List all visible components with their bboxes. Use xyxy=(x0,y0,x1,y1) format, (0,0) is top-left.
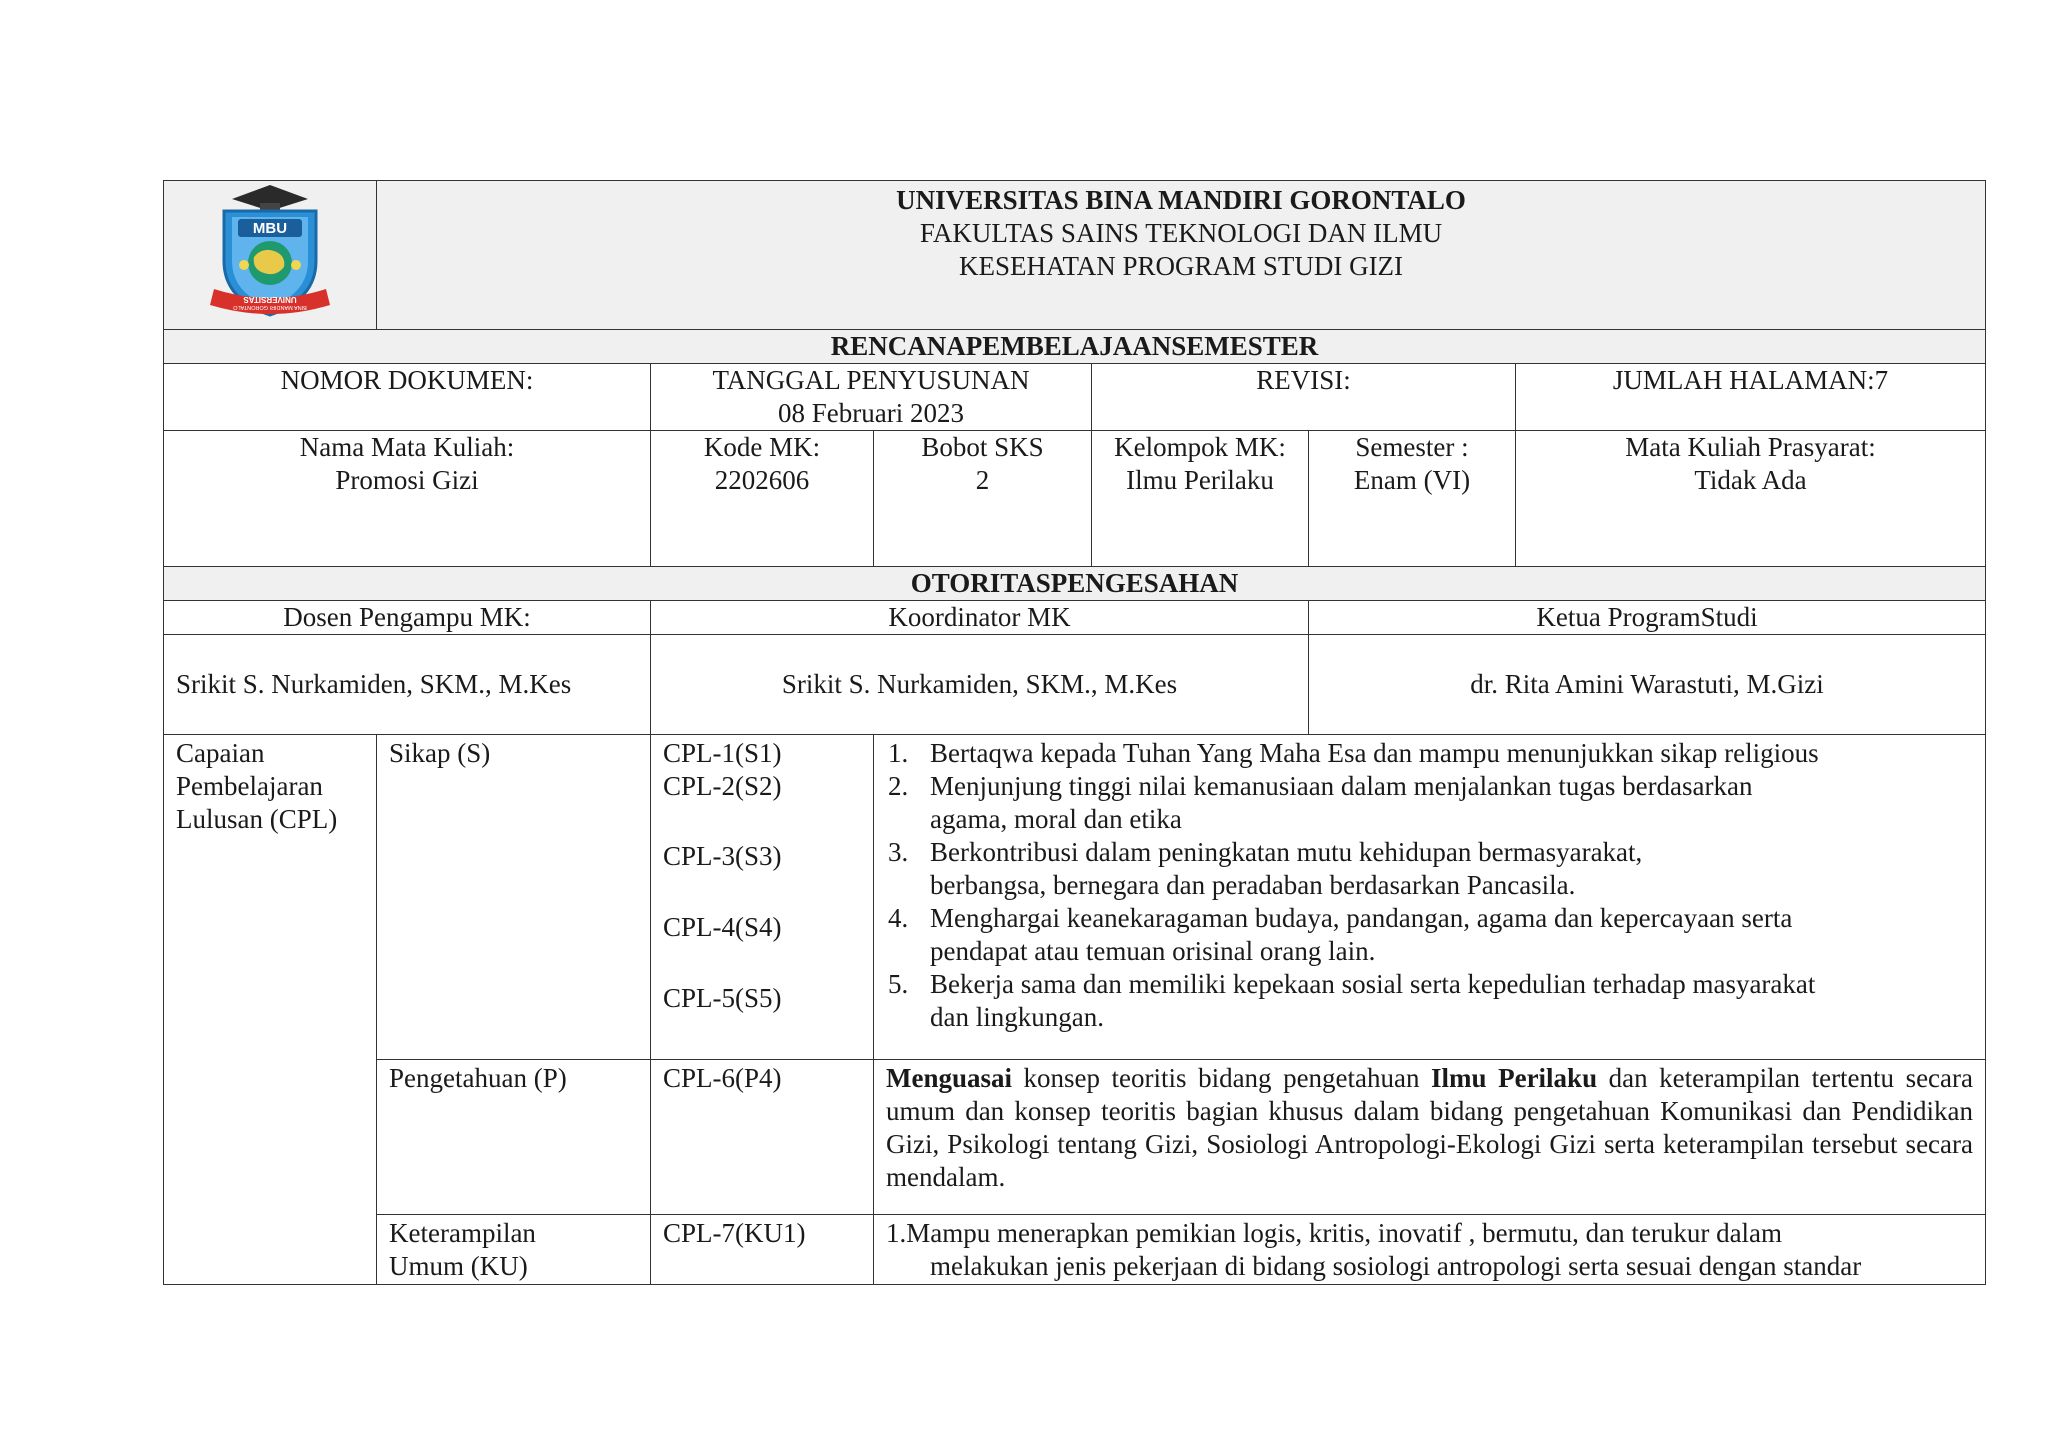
cpl-code: CPL-3(S3) xyxy=(663,841,782,871)
cpl-code: CPL-5(S5) xyxy=(663,983,782,1013)
logo-ribbon-subtext: BINA MANDIRI GORONTALO xyxy=(233,304,307,310)
prasyarat-label: Mata Kuliah Prasyarat: xyxy=(1625,432,1876,462)
kelompok-mk-label: Kelompok MK: xyxy=(1114,432,1286,462)
authority-labels-row xyxy=(164,601,1986,635)
dosen-label: Dosen Pengampu MK: xyxy=(164,601,651,635)
cpl-code: CPL-4(S4) xyxy=(663,912,782,942)
cpl-label-line3: Lulusan (CPL) xyxy=(176,804,338,834)
sikap-item: 4. Menghargai keanekaragaman budaya, pandangan, agama dan kepercayaan serta pendapat atau temuan orisinal orang lain. xyxy=(888,903,1793,966)
authority-title: OTORITASPENGESAHAN xyxy=(164,567,1986,601)
keterampilan-label-cell xyxy=(377,1215,651,1285)
nomor-dokumen-label: NOMOR DOKUMEN: xyxy=(164,364,651,431)
cpl-label-line2: Pembelajaran xyxy=(176,771,323,801)
cpl-sikap-row xyxy=(164,735,1986,1060)
semester-cell xyxy=(1309,431,1516,567)
header-row xyxy=(164,181,1986,330)
sikap-item: 1. Bertaqwa kepada Tuhan Yang Maha Esa dan mampu menunjukkan sikap religious xyxy=(888,738,1819,768)
university-logo xyxy=(200,181,340,321)
pengetahuan-label: Pengetahuan (P) xyxy=(377,1060,651,1215)
dosen-name: Srikit S. Nurkamiden, SKM., M.Kes xyxy=(164,635,651,735)
bobot-sks-value: 2 xyxy=(975,465,990,495)
cpl-code: CPL-2(S2) xyxy=(663,771,782,801)
sikap-codes-cell xyxy=(651,735,874,1060)
bobot-sks-cell xyxy=(874,431,1092,567)
kelompok-mk-cell xyxy=(1092,431,1309,567)
cpl-pengetahuan-row xyxy=(164,1060,1986,1215)
logo-cell xyxy=(164,181,377,330)
logo-ribbon-text: UNIVERSITAS xyxy=(243,295,297,304)
kode-mk-label: Kode MK: xyxy=(703,432,821,462)
pengetahuan-code: CPL-6(P4) xyxy=(651,1060,874,1215)
keterampilan-line2: melakukan jenis pekerjaan di bidang sosiologi antropologi serta sesuai dengan standar xyxy=(930,1251,1862,1281)
sikap-item: 2. Menjunjung tinggi nilai kemanusiaan dalam menjalankan tugas berdasarkan agama, moral dan etika xyxy=(888,771,1753,834)
bobot-sks-label: Bobot SKS xyxy=(921,432,1044,462)
semester-value: Enam (VI) xyxy=(1353,465,1471,495)
kelompok-mk-value: Ilmu Perilaku xyxy=(1126,465,1274,495)
rps-table xyxy=(163,180,1986,1285)
sikap-label: Sikap (S) xyxy=(377,735,651,1060)
semester-label: Semester : xyxy=(1355,432,1469,462)
keterampilan-label-line1: Keterampilan xyxy=(389,1218,536,1248)
course-info-row xyxy=(164,431,1986,567)
koordinator-label: Koordinator MK xyxy=(651,601,1309,635)
sikap-items-cell xyxy=(874,735,1986,1060)
cpl-label-cell xyxy=(164,735,377,1285)
logo-banner-text: MBU xyxy=(252,220,288,237)
pengetahuan-text: Menguasai konsep teoritis bidang pengetahuan Ilmu Perilaku dan keterampilan tertentu secara umum dan konsep teoritis bagian khusus dalam bidang pengetahuan Komunikasi dan Pendidikan Gizi, Psikologi tentang Gizi, Sosiologi Antropologi-Ekologi Gizi serta keterampilan tersebut secara mendalam. xyxy=(874,1060,1986,1215)
ketua-label: Ketua ProgramStudi xyxy=(1309,601,1986,635)
keterampilan-code: CPL-7(KU1) xyxy=(651,1215,874,1285)
keterampilan-text-cell xyxy=(874,1215,1986,1285)
faculty-line-1: FAKULTAS SAINS TEKNOLOGI DAN ILMU xyxy=(919,218,1443,248)
jumlah-halaman: JUMLAH HALAMAN:7 xyxy=(1516,364,1986,431)
authority-names-row xyxy=(164,635,1986,735)
cpl-code: CPL-1(S1) xyxy=(663,738,782,768)
koordinator-name: Srikit S. Nurkamiden, SKM., M.Kes xyxy=(651,635,1309,735)
keterampilan-line1: 1.Mampu menerapkan pemikian logis, kritis, inovatif , bermutu, dan terukur dalam xyxy=(886,1218,1783,1248)
revisi-label: REVISI: xyxy=(1092,364,1516,431)
ketua-name: dr. Rita Amini Warastuti, M.Gizi xyxy=(1309,635,1986,735)
tanggal-cell xyxy=(651,364,1092,431)
nama-mk-label: Nama Mata Kuliah: xyxy=(299,432,515,462)
prasyarat-value: Tidak Ada xyxy=(1694,465,1807,495)
sikap-item: 5. Bekerja sama dan memiliki kepekaan sosial serta kepedulian terhadap masyarakat dan lingkungan. xyxy=(888,969,1816,1032)
tanggal-value: 08 Februari 2023 xyxy=(778,398,964,428)
tanggal-label: TANGGAL PENYUSUNAN xyxy=(712,365,1030,395)
keterampilan-label-line2: Umum (KU) xyxy=(389,1251,528,1281)
nama-mk-cell xyxy=(164,431,651,567)
sikap-list xyxy=(886,737,1973,1034)
faculty-line-2: KESEHATAN PROGRAM STUDI GIZI xyxy=(958,251,1404,281)
kode-mk-cell xyxy=(651,431,874,567)
university-name: UNIVERSITAS BINA MANDIRI GORONTALO xyxy=(896,185,1466,215)
prasyarat-cell xyxy=(1516,431,1986,567)
cpl-label-line1: Capaian xyxy=(176,738,265,768)
doc-info-row xyxy=(164,364,1986,431)
header-title-cell xyxy=(377,181,1986,330)
sikap-item: 3. Berkontribusi dalam peningkatan mutu kehidupan bermasyarakat, berbangsa, bernegara dan peradaban berdasarkan Pancasila. xyxy=(888,837,1643,900)
nama-mk-value: Promosi Gizi xyxy=(335,465,479,495)
kode-mk-value: 2202606 xyxy=(714,465,810,495)
cpl-keterampilan-row xyxy=(164,1215,1986,1285)
document-title: RENCANAPEMBELAJAANSEMESTER xyxy=(164,330,1986,364)
